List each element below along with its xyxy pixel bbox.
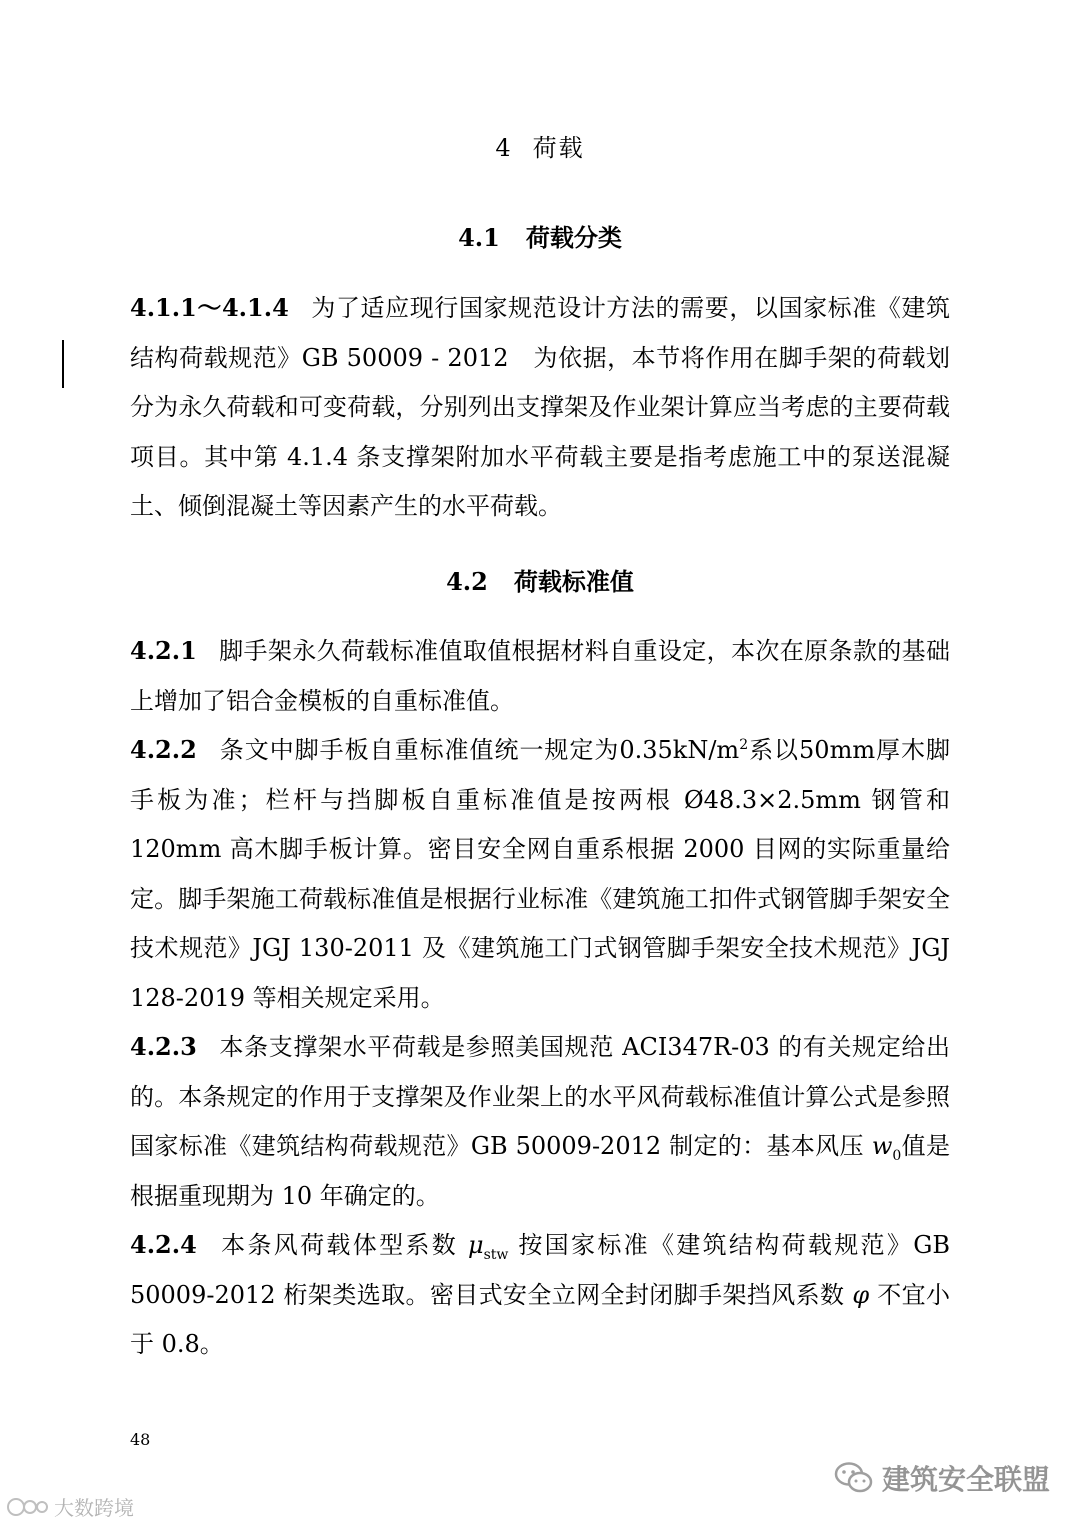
subscript: 0 bbox=[892, 1147, 902, 1164]
clause-number: 4.2.4 bbox=[130, 1230, 197, 1259]
chapter-number: 4 bbox=[495, 134, 513, 162]
symbol-mu: μ bbox=[468, 1231, 484, 1259]
watermark-left bbox=[6, 1492, 134, 1521]
paragraph-4-2-2 bbox=[130, 725, 950, 1023]
page-number: 48 bbox=[130, 1430, 151, 1449]
paragraph-text: 为了适应现行国家规范设计方法的需要，以国家标准《建筑结构荷载规范》GB 50009 - 2012 为依据，本节将作用在脚手架的荷载划分为永久荷载和可变荷载，分别列出支撑架及作业架计算应当考虑的主要荷载项目。其中第 4.1.4 条支撑架附加水平荷载主要是指考虑施工中的泵送混凝土、倾倒混凝土等因素产生的水平荷载。 bbox=[130, 294, 951, 520]
paragraph-text: 脚手架永久荷载标准值取值根据材料自重设定，本次在原条款的基础上增加了铝合金模板的自重标准值。 bbox=[130, 637, 950, 715]
paragraph-text-b: 值是根据重现期为 10 年确定的。 bbox=[130, 1132, 951, 1210]
subscript: stw bbox=[483, 1246, 509, 1263]
section-title-4-1 bbox=[0, 218, 1080, 253]
symbol-w: w bbox=[871, 1132, 893, 1160]
superscript: 2 bbox=[739, 737, 749, 753]
paragraph-text-a: 条文中脚手板自重标准值统一规定为0.35kN/m bbox=[218, 736, 740, 764]
paragraph-text-b: 系以50mm厚木脚手板为准；栏杆与挡脚板自重标准值是按两根 Ø48.3×2.5mm 钢管和 120mm 高木脚手板计算。密目安全网自重系根据 2000 目网的实际重量给定。脚手架施工荷载标准值是根据行业标准《建筑施工扣件式钢管脚手架安全技术规范》JGJ 130-2011 及《建筑施工门式钢管脚手架安全技术规范》JGJ 128-2019 等相关规定采用。 bbox=[130, 736, 951, 1012]
paragraph-4-2-3 bbox=[130, 1022, 950, 1221]
clause-number: 4.2.1 bbox=[130, 636, 197, 665]
weibo-logo-icon bbox=[6, 1496, 50, 1518]
revision-bar bbox=[62, 340, 64, 388]
watermark-right-text: 建筑安全联盟 bbox=[881, 1463, 1050, 1496]
paragraph-text-c: 不宜小于 0.8。 bbox=[130, 1280, 950, 1358]
chapter-title bbox=[0, 128, 1080, 163]
clause-number: 4.2.3 bbox=[130, 1032, 197, 1061]
paragraph-text-a: 本条风荷载体型系数 bbox=[218, 1231, 468, 1259]
paragraph-4-2-4 bbox=[130, 1220, 950, 1370]
symbol-phi: φ bbox=[852, 1280, 870, 1309]
section-title-4-2 bbox=[0, 562, 1080, 597]
section-number: 4.2 bbox=[446, 567, 488, 596]
paragraph-text-a: 本条支撑架水平荷载是参照美国规范 ACI347R-03 的有关规定给出的。本条规定的作用于支撑架及作业架上的水平风荷载标准值计算公式是参照国家标准《建筑结构荷载规范》GB 50009-2012 制定的：基本风压 bbox=[130, 1033, 950, 1160]
wechat-icon bbox=[834, 1461, 874, 1495]
paragraph-4-2-1 bbox=[130, 626, 950, 726]
paragraph-text-b: 按国家标准《建筑结构荷载规范》GB 50009-2012 桁架类选取。密目式安全立网全封闭脚手架挡风系数 bbox=[130, 1231, 951, 1309]
section-title-text: 荷载分类 bbox=[525, 224, 622, 252]
clause-number: 4.2.2 bbox=[130, 735, 197, 764]
section-title-text: 荷载标准值 bbox=[513, 568, 634, 596]
watermark-left-text: 大数跨境 bbox=[54, 1496, 134, 1520]
watermark-right bbox=[834, 1458, 1050, 1498]
chapter-title-text: 荷载 bbox=[532, 134, 585, 162]
section-number: 4.1 bbox=[458, 223, 500, 252]
paragraph-4-1-1 bbox=[130, 283, 950, 532]
clause-number: 4.1.1～4.1.4 bbox=[130, 293, 289, 322]
